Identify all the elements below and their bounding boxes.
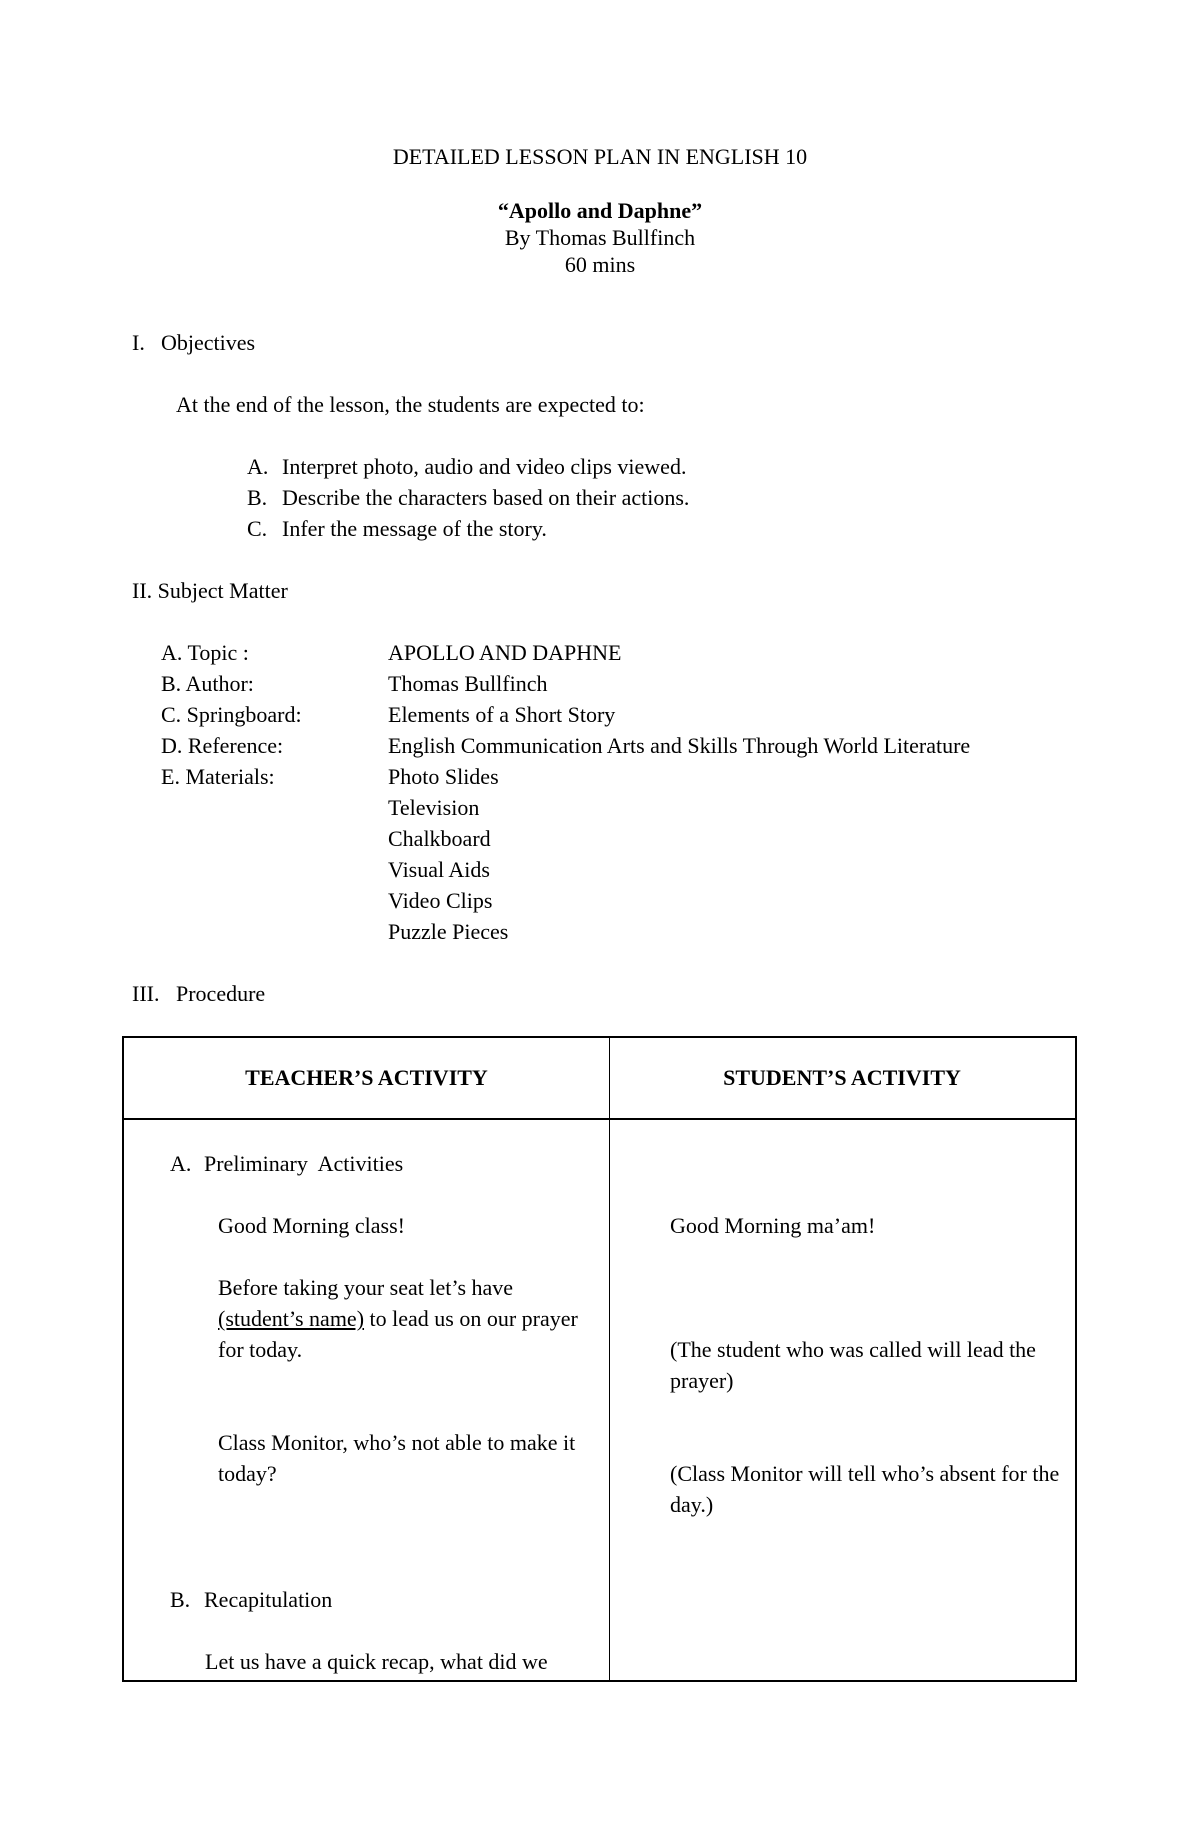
teacher-recap-prompt: Let us have a quick recap, what did we [205, 1649, 548, 1674]
student-monitor-response: (Class Monitor will tell who’s absent for the day.) [670, 1461, 1060, 1517]
teacher-monitor-question: Class Monitor, who’s not able to make it today? [218, 1430, 576, 1486]
objective-item-text: Describe the characters based on their actions. [282, 485, 690, 510]
subject-value: Thomas Bullfinch [388, 671, 548, 696]
subject-value: English Communication Arts and Skills Through World Literature [388, 733, 971, 758]
objective-item-letter: C. [247, 516, 268, 541]
teacher-prayer-instruction [218, 1272, 593, 1365]
procedure-table [122, 1036, 1077, 1682]
material-item: Chalkboard [388, 826, 491, 851]
subject-label: A. Topic : [161, 640, 249, 665]
subject-label: C. Springboard: [161, 702, 302, 727]
material-item: Puzzle Pieces [388, 919, 509, 944]
teacher-prayer-text-end: to lead us on our prayer for today. [218, 1306, 578, 1362]
subject-value: Elements of a Short Story [388, 702, 616, 727]
student-greeting: Good Morning ma’am! [670, 1213, 876, 1238]
duration: 60 mins [564, 252, 636, 277]
objective-item-letter: A. [247, 454, 269, 479]
document-title: DETAILED LESSON PLAN IN ENGLISH 10 [392, 144, 808, 169]
story-title: “Apollo and Daphne” [497, 198, 703, 223]
section-a-letter: A. [170, 1151, 192, 1176]
table-column-divider [609, 1038, 610, 1680]
subject-label: E. Materials: [161, 764, 275, 789]
objective-item-text: Infer the message of the story. [282, 516, 547, 541]
section-a-title: Preliminary Activities [204, 1151, 404, 1176]
table-header-divider [124, 1118, 1075, 1120]
teacher-prayer-text: Before taking your seat let’s have [218, 1275, 514, 1300]
section-b-letter: B. [170, 1587, 191, 1612]
procedure-heading-number: III. [132, 981, 160, 1006]
section-b-title: Recapitulation [204, 1587, 333, 1612]
subject-value: APOLLO AND DAPHNE [388, 640, 622, 665]
subject-value: Photo Slides [388, 764, 499, 789]
teacher-greeting: Good Morning class! [218, 1213, 405, 1238]
subject-matter-heading: II. Subject Matter [132, 578, 288, 603]
byline: By Thomas Bullfinch [504, 225, 696, 250]
objectives-intro: At the end of the lesson, the students are expected to: [176, 392, 645, 417]
objectives-heading: Objectives [161, 330, 256, 355]
subject-label: B. Author: [161, 671, 254, 696]
procedure-heading: Procedure [176, 981, 266, 1006]
material-item: Video Clips [388, 888, 493, 913]
student-activity-header: STUDENT’S ACTIVITY [723, 1065, 961, 1090]
objective-item-text: Interpret photo, audio and video clips viewed. [282, 454, 687, 479]
objectives-heading-number: I. [132, 330, 145, 355]
teacher-activity-header: TEACHER’S ACTIVITY [245, 1065, 488, 1090]
material-item: Television [388, 795, 480, 820]
student-name-placeholder: (student’s name) [218, 1306, 365, 1331]
subject-label: D. Reference: [161, 733, 284, 758]
objective-item-letter: B. [247, 485, 268, 510]
material-item: Visual Aids [388, 857, 490, 882]
student-prayer-response: (The student who was called will lead the prayer) [670, 1337, 1036, 1393]
